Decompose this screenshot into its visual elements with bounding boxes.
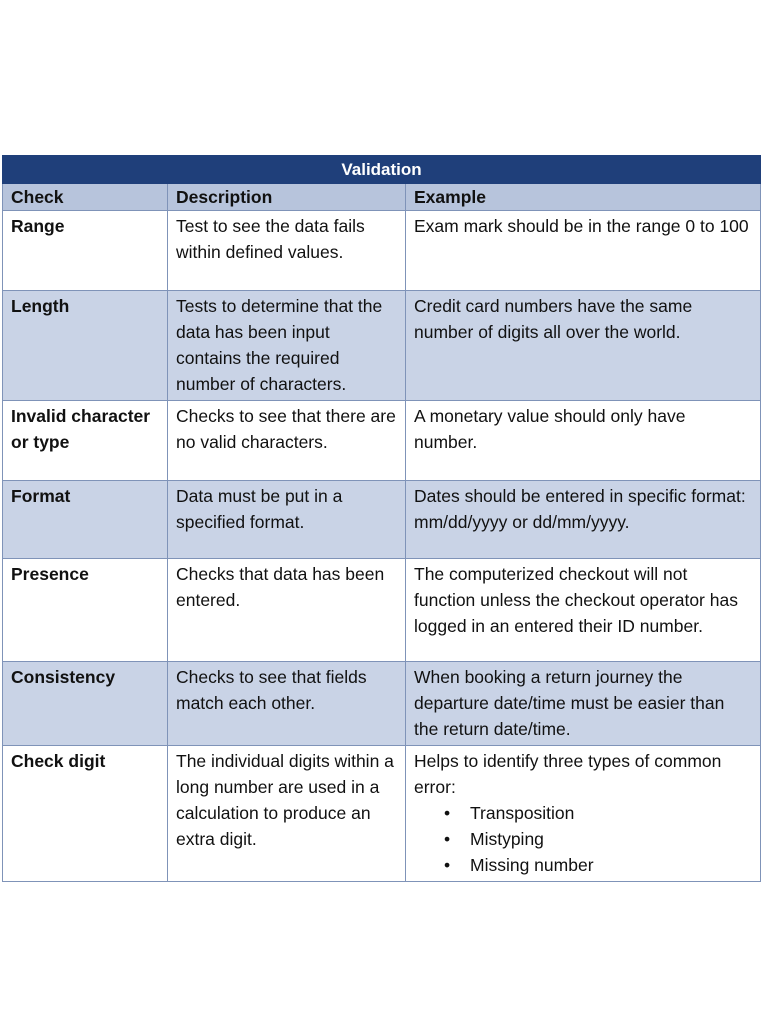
row-check: Length	[3, 291, 168, 401]
row-example: Helps to identify three types of common error:	[414, 751, 722, 797]
table-row	[3, 746, 761, 882]
row-check: Check digit	[3, 746, 168, 882]
row-check: Range	[3, 211, 168, 291]
list-item-label: Mistyping	[470, 829, 544, 849]
row-check: Format	[3, 481, 168, 559]
row-example-cell	[406, 746, 761, 882]
header-description: Description	[168, 184, 406, 211]
header-check: Check	[3, 184, 168, 211]
row-description: Checks to see that there are no valid characters.	[168, 401, 406, 481]
table-row	[3, 662, 761, 746]
bullet-icon: •	[444, 829, 451, 849]
row-description: Test to see the data fails within defined values.	[168, 211, 406, 291]
row-example: A monetary value should only have number.	[406, 401, 761, 481]
error-types-list	[414, 800, 752, 878]
list-item-label: Missing number	[470, 855, 594, 875]
row-description: Tests to determine that the data has been input contains the required number of characters.	[168, 291, 406, 401]
row-description: Data must be put in a specified format.	[168, 481, 406, 559]
row-check: Presence	[3, 559, 168, 662]
list-item	[444, 852, 752, 878]
list-item	[444, 800, 752, 826]
table-title: Validation	[3, 156, 761, 184]
row-description: Checks that data has been entered.	[168, 559, 406, 662]
table-row	[3, 481, 761, 559]
row-example: Dates should be entered in specific format: mm/dd/yyyy or dd/mm/yyyy.	[406, 481, 761, 559]
row-example: Exam mark should be in the range 0 to 100	[406, 211, 761, 291]
bullet-icon: •	[444, 803, 451, 823]
row-check: Consistency	[3, 662, 168, 746]
row-check: Invalid character or type	[3, 401, 168, 481]
row-example: The computerized checkout will not function unless the checkout operator has logged in an entered their ID number.	[406, 559, 761, 662]
table-header-row	[3, 184, 761, 211]
table-row	[3, 291, 761, 401]
list-item	[444, 826, 752, 852]
table-title-row	[3, 156, 761, 184]
row-example: Credit card numbers have the same number of digits all over the world.	[406, 291, 761, 401]
validation-table-wrapper	[2, 155, 760, 882]
validation-table	[2, 155, 761, 882]
bullet-icon: •	[444, 855, 451, 875]
row-example: When booking a return journey the departure date/time must be easier than the return date/time.	[406, 662, 761, 746]
list-item-label: Transposition	[470, 803, 575, 823]
table-row	[3, 211, 761, 291]
row-description: Checks to see that fields match each other.	[168, 662, 406, 746]
table-row	[3, 559, 761, 662]
row-description: The individual digits within a long number are used in a calculation to produce an extra digit.	[168, 746, 406, 882]
header-example: Example	[406, 184, 761, 211]
table-row	[3, 401, 761, 481]
